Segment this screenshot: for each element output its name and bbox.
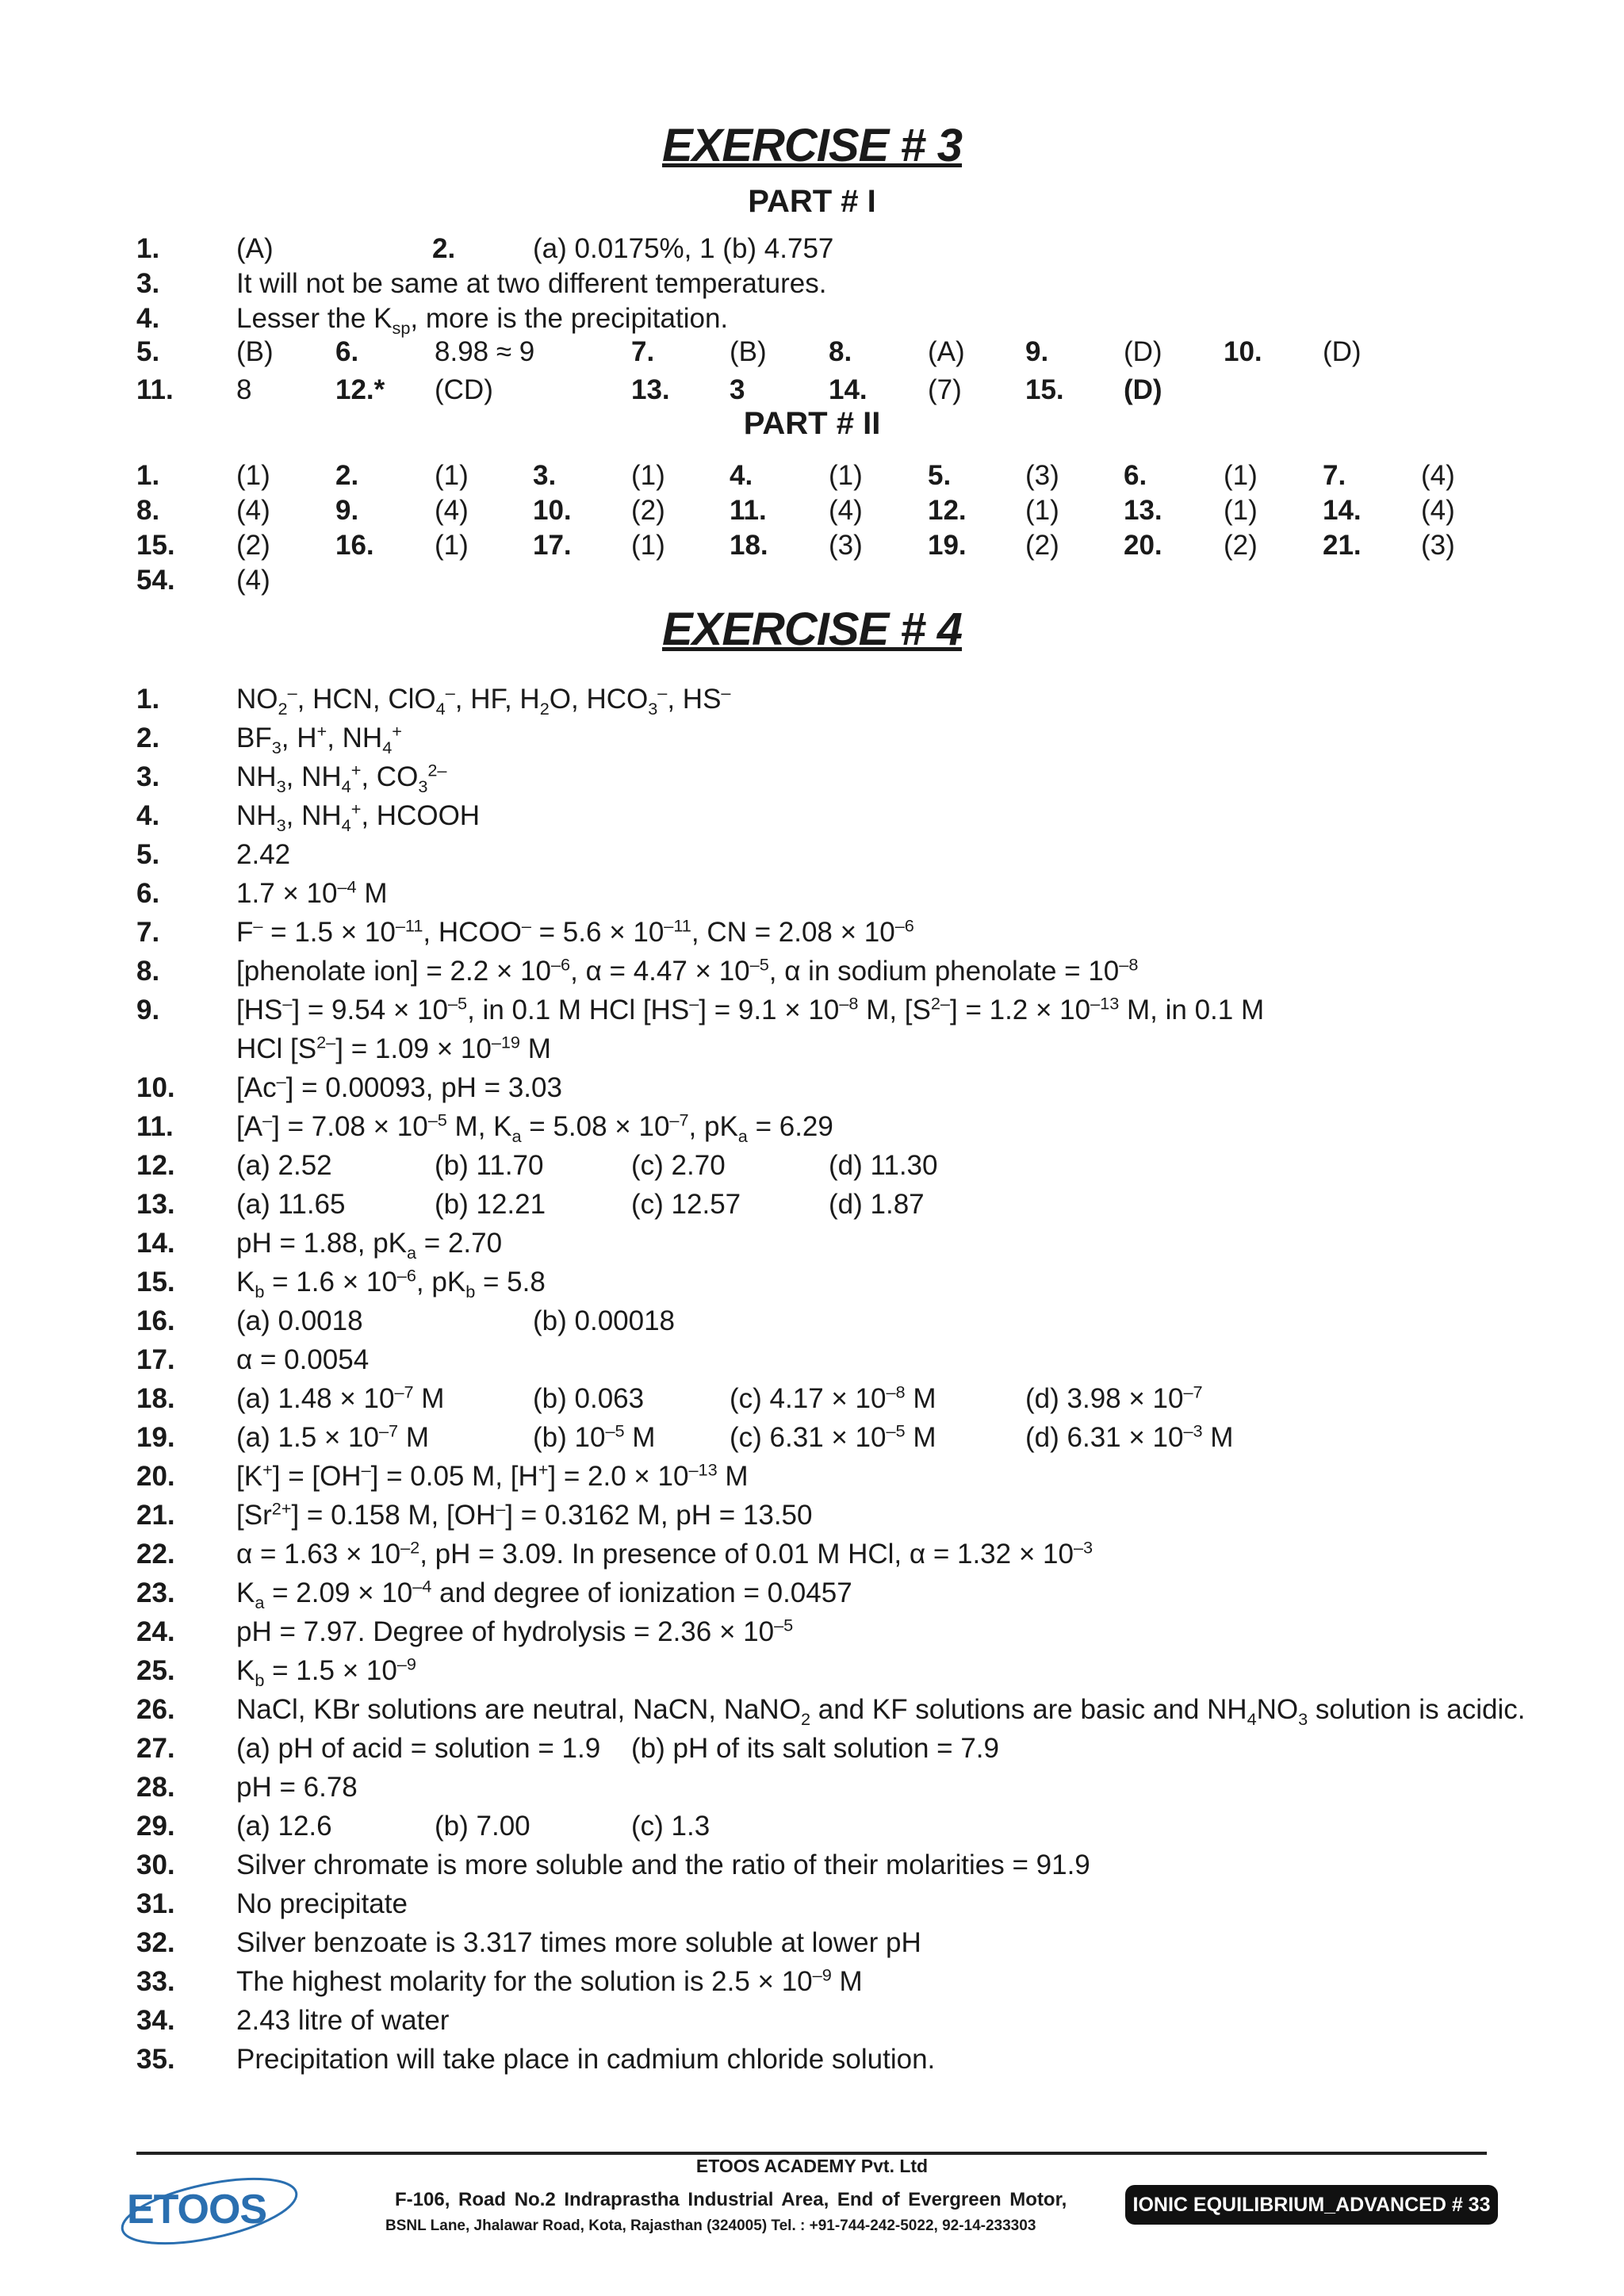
answer: Silver benzoate is 3.317 times more soluble at lower pH: [236, 1927, 921, 1958]
answer: (4): [1421, 495, 1455, 526]
q-number: 14.: [1323, 495, 1362, 526]
ex4-row-34: [0, 2002, 1624, 2040]
q-number: 54.: [136, 565, 175, 596]
ex4-row-20: [0, 1458, 1624, 1496]
q-number: 19.: [928, 530, 967, 561]
q-number: 11.: [730, 495, 767, 526]
answer: pH = 6.78: [236, 1772, 358, 1803]
ex4-row-30: [0, 1846, 1624, 1884]
answer: $K_b = 1.6 \times 10^{-6}$, $pK_b = 5.8$: [236, 1265, 546, 1301]
answer: No precipitate: [236, 1888, 408, 1919]
ex3-row-1: [0, 230, 1624, 268]
answer: (4): [236, 495, 270, 526]
answer: 2.42: [236, 839, 291, 870]
answer: (1): [435, 460, 469, 491]
answer: (b) $10^{-5}$ M: [533, 1420, 656, 1453]
q-number: 4.: [730, 460, 753, 491]
answer: HCl $[S^{2-}] = 1.09 \times 10^{-19}$ M: [236, 1032, 551, 1064]
answer: (A): [928, 336, 965, 367]
answer: (b) pH of its salt solution = 7.9: [631, 1733, 999, 1764]
q-number: 17.: [136, 1344, 175, 1375]
q-number: 25.: [136, 1655, 175, 1686]
q-number: 2.: [136, 723, 160, 753]
q-number: 10.: [1224, 336, 1262, 367]
q-number: 3.: [136, 761, 160, 792]
part-1-title: PART # I: [748, 184, 876, 219]
footer-divider: [136, 2152, 1487, 2155]
q-number: 13.: [631, 374, 670, 405]
q-number: 24.: [136, 1616, 175, 1647]
answer: (a) pH of acid = solution = 1.9: [236, 1733, 601, 1764]
q-number: 15.: [136, 530, 175, 561]
q-number: 16.: [136, 1305, 175, 1336]
q-number: 6.: [1124, 460, 1147, 491]
q-number: 21.: [1323, 530, 1362, 561]
answer: (3): [829, 530, 863, 561]
answer: (d) 1.87: [829, 1189, 925, 1220]
answer: (2): [236, 530, 270, 561]
q-number: 2.: [335, 460, 359, 491]
answer: (c) $6.31 \times 10^{-5}$ M: [730, 1420, 936, 1453]
q-number: 11.: [136, 374, 174, 405]
q-number: 28.: [136, 1772, 175, 1803]
q-number: 30.: [136, 1849, 175, 1880]
answer: (2): [631, 495, 665, 526]
q-number: 9.: [335, 495, 359, 526]
logo-text: ETOOS: [127, 2187, 267, 2233]
answer: $1.7 \times 10^{-4}$ M: [236, 876, 388, 909]
etoos-logo: [116, 2165, 314, 2252]
ex4-row-1: [0, 680, 1624, 719]
answer: (d) $3.98 \times 10^{-7}$: [1025, 1382, 1203, 1414]
q-number: 20.: [1124, 530, 1162, 561]
q-number: 35.: [136, 2044, 175, 2075]
answer: (1): [631, 530, 665, 561]
answer: $NH_3$, $NH_4^+$, $CO_3^{2-}$: [236, 760, 447, 796]
answer: (1): [631, 460, 665, 491]
ex4-row-3: [0, 758, 1624, 796]
ex4-row-8: [0, 953, 1624, 991]
q-number: 17.: [533, 530, 572, 561]
ex4-row-11: [0, 1108, 1624, 1146]
answer: (d) 11.30: [829, 1150, 938, 1181]
q-number: 22.: [136, 1539, 175, 1570]
answer: 8: [236, 374, 252, 405]
q-number: 7.: [1323, 460, 1346, 491]
ex4-row-10: [0, 1069, 1624, 1107]
ex4-row-33: [0, 1963, 1624, 2001]
answer: (c) 2.70: [631, 1150, 726, 1181]
ex3-row-4: [0, 300, 1624, 338]
q-number: 8.: [136, 956, 160, 987]
answer: 2.43 litre of water: [236, 2005, 450, 2036]
answer: (4): [236, 565, 270, 596]
answer: (3): [1421, 530, 1455, 561]
ex3-part2-row-2: [0, 492, 1624, 530]
ex4-row-35: [0, 2041, 1624, 2079]
answer: $NH_3$, $NH_4^+$, HCOOH: [236, 799, 481, 835]
q-number: 7.: [136, 917, 160, 948]
answer: $BF_3$, H+, $NH_4^+$: [236, 721, 402, 757]
q-number: 12.: [928, 495, 967, 526]
q-number: 12.: [136, 1150, 175, 1181]
footer-company: ETOOS ACADEMY Pvt. Ltd: [695, 2156, 929, 2176]
ex4-row-23: [0, 1574, 1624, 1612]
answer: (a) 2.52: [236, 1150, 332, 1181]
answer: (D): [1124, 374, 1162, 405]
q-number: 14.: [136, 1228, 175, 1259]
answer: (b) 0.063: [533, 1383, 645, 1414]
q-number: 11.: [136, 1111, 174, 1142]
answer: (c) $4.17 \times 10^{-8}$ M: [730, 1382, 936, 1414]
q-number: 9.: [136, 995, 160, 1025]
ex4-row-9-cont: [0, 1030, 1624, 1068]
q-number: 3.: [533, 460, 557, 491]
answer: 8.98 ≈ 9: [435, 336, 535, 367]
q-number: 14.: [829, 374, 868, 405]
answer: NaCl, KBr solutions are neutral, NaCN, NaNO$_2$ and KF solutions are basic and $NH_4NO_3$ solution is acidic.: [236, 1694, 1526, 1729]
ex4-row-22: [0, 1535, 1624, 1573]
ex4-row-13: [0, 1186, 1624, 1224]
q-number: 5.: [136, 336, 160, 367]
answer: (c) 12.57: [631, 1189, 741, 1220]
ex4-row-32: [0, 1924, 1624, 1962]
footer-address-line-1: F-106, Road No.2 Indraprastha Industrial Area, End of Evergreen Motor,: [395, 2189, 1067, 2210]
answer: (b) 11.70: [435, 1150, 544, 1181]
q-number: 13.: [1124, 495, 1162, 526]
q-number: 21.: [136, 1500, 175, 1531]
q-number: 27.: [136, 1733, 175, 1764]
answer: (4): [435, 495, 469, 526]
q-number: 3.: [136, 268, 160, 299]
q-number: 1.: [136, 684, 160, 715]
answer: (D): [1124, 336, 1162, 367]
answer: (b) 0.00018: [533, 1305, 676, 1336]
q-number: 4.: [136, 800, 160, 831]
ex4-row-26: [0, 1691, 1624, 1729]
q-number: 19.: [136, 1422, 175, 1453]
q-number: 20.: [136, 1461, 175, 1492]
answer: (a) 11.65: [236, 1189, 346, 1220]
answer: (2): [1025, 530, 1059, 561]
ex4-row-18: [0, 1380, 1624, 1418]
answer: $[A^-] = 7.08 \times 10^{-5}$ M, $K_a = 5.08 \times 10^{-7}$, $pK_a = 6.29$: [236, 1110, 833, 1146]
answer: (3): [1025, 460, 1059, 491]
answer: (c) 1.3: [631, 1811, 710, 1842]
answer: (B): [236, 336, 274, 367]
ex4-row-21: [0, 1497, 1624, 1535]
ex4-row-6: [0, 875, 1624, 913]
q-number: 26.: [136, 1694, 175, 1725]
answer: (4): [829, 495, 863, 526]
q-number: 6.: [335, 336, 359, 367]
q-number: 7.: [631, 336, 655, 367]
q-number: 34.: [136, 2005, 175, 2036]
answer: (1): [829, 460, 863, 491]
q-number: 23.: [136, 1577, 175, 1608]
answer: (a) $1.5 \times 10^{-7}$ M: [236, 1420, 429, 1453]
q-number: 8.: [136, 495, 160, 526]
answer: (a) 0.0018: [236, 1305, 363, 1336]
q-number: 15.: [1025, 374, 1064, 405]
ex4-row-25: [0, 1652, 1624, 1690]
ex4-row-2: [0, 719, 1624, 757]
answer: (d) $6.31 \times 10^{-3}$ M: [1025, 1420, 1234, 1453]
answer: $[Sr^{2+}] = 0.158$ M, [OH–] = 0.3162 M, pH = 13.50: [236, 1498, 813, 1531]
answer: Precipitation will take place in cadmium chloride solution.: [236, 2044, 936, 2075]
ex4-row-29: [0, 1807, 1624, 1846]
ex4-row-5: [0, 836, 1624, 874]
q-number: 1.: [136, 233, 160, 264]
q-number: 6.: [136, 878, 160, 909]
ex4-row-19: [0, 1419, 1624, 1457]
answer: [Ac–] = 0.00093, pH = 3.03: [236, 1071, 562, 1103]
subscript: sp: [392, 318, 411, 338]
ex4-row-28: [0, 1769, 1624, 1807]
ex4-row-12: [0, 1147, 1624, 1185]
answer: $\alpha = 1.63 \times 10^{-2}$, pH = 3.09. In presence of 0.01 M HCl, $\alpha = 1.32 \times 10^{-3}$: [236, 1537, 1094, 1570]
answer: (A): [236, 233, 274, 264]
answer: (a) $1.48 \times 10^{-7}$ M: [236, 1382, 445, 1414]
ex3-row-3: [0, 265, 1624, 303]
answer: $K_a = 2.09 \times 10^{-4}$ and degree of ionization = 0.0457: [236, 1576, 852, 1612]
ex4-row-31: [0, 1885, 1624, 1923]
q-number: 5.: [136, 839, 160, 870]
answer: α = 0.0054: [236, 1344, 370, 1375]
q-number: 9.: [1025, 336, 1049, 367]
answer: $F^- = 1.5 \times 10^{-11}$, HCOO– = $5.6 \times 10^{-11}$, CN = $2.08 \times 10^{-6}$: [236, 915, 914, 948]
q-number: 15.: [136, 1267, 175, 1297]
answer: (1): [1224, 460, 1258, 491]
ex3-part2-row-4: [0, 562, 1624, 600]
answer: (1): [236, 460, 270, 491]
exercise-4-title: EXERCISE # 4: [661, 604, 963, 655]
ex4-row-27: [0, 1730, 1624, 1768]
answer: (a) 0.0175%, 1 (b) 4.757: [533, 233, 834, 264]
answer: It will not be same at two different temperatures.: [236, 268, 827, 299]
ex4-row-16: [0, 1302, 1624, 1340]
answer: (1): [1224, 495, 1258, 526]
footer-address-line-2: BSNL Lane, Jhalawar Road, Kota, Rajasthan (324005) Tel. : +91-744-242-5022, 92-14-233303: [385, 2217, 1036, 2234]
ex3-part2-row-1: [0, 457, 1624, 495]
q-number: 8.: [829, 336, 852, 367]
answer: (a) 12.6: [236, 1811, 332, 1842]
ex4-row-4: [0, 797, 1624, 835]
q-number: 32.: [136, 1927, 175, 1958]
answer: (4): [1421, 460, 1455, 491]
page-badge: IONIC EQUILIBRIUM_ADVANCED # 33: [1125, 2185, 1498, 2225]
ex4-row-24: [0, 1613, 1624, 1651]
q-number: 10.: [533, 495, 572, 526]
answer: $[HS^-] = 9.54 \times 10^{-5}$, in 0.1 M HCl $[HS^-] = 9.1 \times 10^{-8}$ M, $[S^{2-}] = 1.2 \times 10^{-13}$ M, in 0.1 M: [236, 993, 1265, 1025]
q-number: 18.: [730, 530, 768, 561]
answer: (7): [928, 374, 962, 405]
answer: $NO_2^-$, HCN, ClO$_4$–, HF, $H_2O$, $HCO_3^-$, HS–: [236, 682, 731, 719]
q-number: 2.: [432, 233, 456, 264]
q-number: 29.: [136, 1811, 175, 1842]
ex4-row-7: [0, 914, 1624, 952]
ex4-row-17: [0, 1341, 1624, 1379]
answer: [phenolate $ion] = 2.2 \times 10^{-6}$, $\alpha = 4.47 \times 10^{-5}$, α in sodium phenolate = $10^{-8}$: [236, 954, 1139, 987]
answer: 3: [730, 374, 745, 405]
answer: (1): [435, 530, 469, 561]
answer: (B): [730, 336, 767, 367]
q-number: 12.*: [335, 374, 385, 405]
part-2-title: PART # II: [743, 406, 881, 441]
answer-text: , more is the precipitation.: [410, 303, 729, 334]
answer: [K+] = [OH–] = 0.05 M, $[H^+] = 2.0 \times 10^{-13}$ M: [236, 1459, 749, 1492]
answer: (2): [1224, 530, 1258, 561]
answer: (D): [1323, 336, 1362, 367]
answer: (CD): [435, 374, 493, 405]
ex3-part2-row-3: [0, 527, 1624, 565]
answer: (b) 12.21: [435, 1189, 546, 1220]
q-number: 18.: [136, 1383, 175, 1414]
answer: (b) 7.00: [435, 1811, 530, 1842]
ex4-row-15: [0, 1263, 1624, 1301]
answer: pH = 7.97. Degree of hydrolysis = $2.36 \times 10^{-5}$: [236, 1615, 794, 1647]
q-number: 13.: [136, 1189, 175, 1220]
q-number: 4.: [136, 303, 160, 334]
answer: The highest molarity for the solution is $2.5 \times 10^{-9}$ M: [236, 1964, 863, 1997]
answer: (1): [1025, 495, 1059, 526]
exercise-3-title: EXERCISE # 3: [661, 120, 963, 171]
q-number: 31.: [136, 1888, 175, 1919]
answer-text: Lesser the K: [236, 303, 393, 334]
q-number: 10.: [136, 1072, 175, 1103]
q-number: 33.: [136, 1966, 175, 1997]
q-number: 16.: [335, 530, 374, 561]
answer: pH = 1.88, $pK_a = 2.70$: [236, 1228, 503, 1263]
ex4-row-14: [0, 1225, 1624, 1263]
answer: [236, 300, 728, 338]
answer: Silver chromate is more soluble and the ratio of their molarities = 91.9: [236, 1849, 1090, 1880]
ex3-row-5: [0, 333, 1624, 371]
ex4-row-9: [0, 991, 1624, 1029]
q-number: 5.: [928, 460, 952, 491]
ex3-row-11: [0, 371, 1624, 409]
answer: $K_b = 1.5 \times 10^{-9}$: [236, 1654, 416, 1690]
q-number: 1.: [136, 460, 160, 491]
